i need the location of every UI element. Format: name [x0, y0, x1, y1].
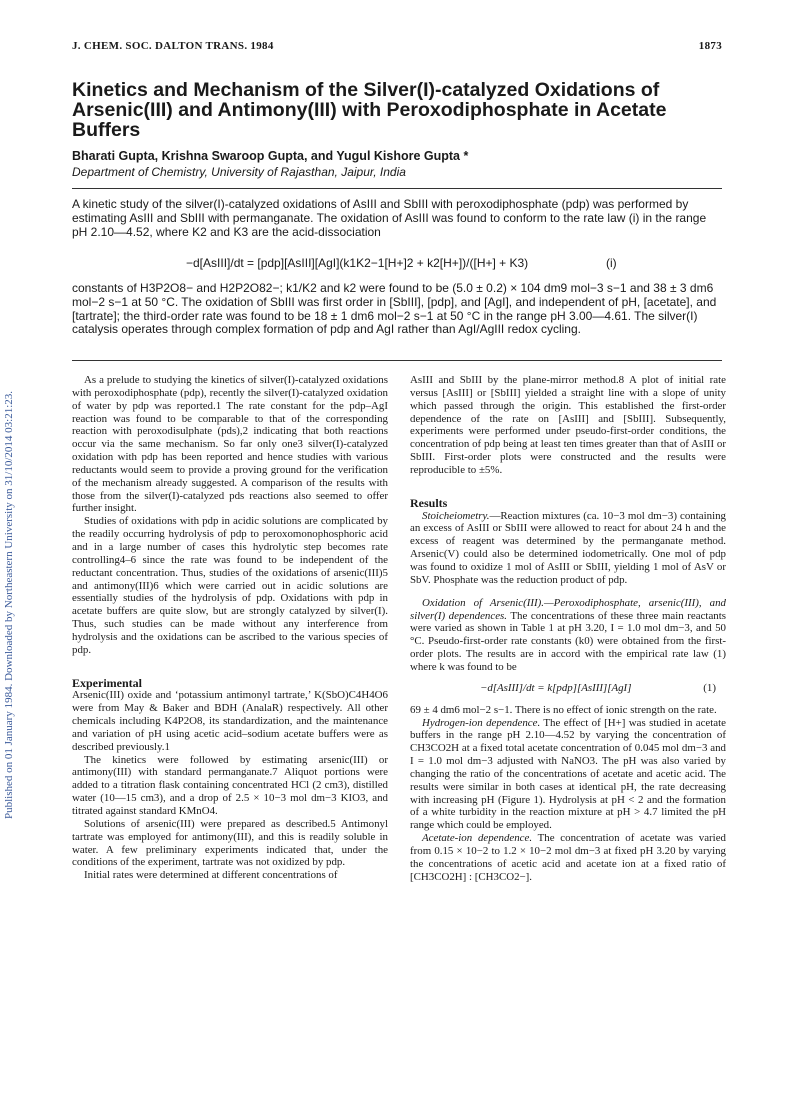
journal-header: J. CHEM. SOC. DALTON TRANS. 1984	[72, 40, 274, 52]
results-heading: Results	[410, 495, 448, 510]
right-column	[410, 374, 726, 884]
stoicheiometry-body: —Reaction mixtures (ca. 10−3 mol dm−3) containing an excess of AsIII or SbIII were allowed to react for about 24 h and the excess of reagent was determined by the permanganate method. Arsenic(V) could also be determined iodometrically. One mol of pdp was found to oxidize 1 mol of AsIII or SbIII, yielding 1 mol of AsV or SbV. Phosphate was the reduction product of pdp.	[410, 509, 726, 586]
rate-law-equation-number: (1)	[703, 681, 716, 694]
experimental-paragraph-4: Initial rates were determined at different concentrations of	[84, 869, 338, 882]
abstract-part-2: constants of H3P2O8− and H2P2O82−; k1/K2 and k2 were found to be (5.0 ± 0.2) × 104 dm9 mol−3 s−1 and 38 ± 3 dm6 mol−2 s−1 at 50 °C. The oxidation of SbIII was first order in [SbIII], [pdp], and [AgI], and independent of pH, [acetate], and [tartrate]; the third-order rate was found to be 18 ± 1 dm6 mol−2 s−1 at 50 °C in the range pH 3.00—4.61. The silver(I) catalysis operates through complex formation of pdp and AgI rather than AgI/AgIII redox cycling.	[72, 281, 717, 337]
stoicheiometry-paragraph	[410, 510, 726, 587]
article-title: Kinetics and Mechanism of the Silver(I)-catalyzed Oxidations of Arsenic(III) and Antimony(III) with Peroxodiphosphate in Acetate Buffers	[72, 79, 667, 141]
abstract-equation-number: (i)	[606, 256, 617, 270]
experimental-paragraph-1: Arsenic(III) oxide and ‘potassium antimonyl tartrate,’ K(SbO)C4H4O6 were from May & Baker and BDH (AnalaR) respectively. All other chemicals including K4P2O8, its standardization, and the maintenance and variation of pH using acetic acid–sodium acetate buffers were as described previously.1	[72, 689, 388, 753]
experimental-paragraph-2: The kinetics were followed by estimating arsenic(III) or antimony(III) with standard permanganate.7 Aliquot portions were added to a titration flask containing concentrated HCl (2 cm3), distilled water (10—15 cm3), and a drop of 2.5 × 10−3 mol dm−3 KIO3, and titrated against standard KMnO4.	[72, 753, 388, 817]
abstract-bottom-rule	[72, 360, 722, 361]
method-continuation: AsIII and SbIII by the plane-mirror method.8 A plot of initial rate versus [AsIII] or [SbIII] yielded a straight line with a slope of unity which passed through the origin. This established the first-order dependence of the rate on [AsIII] and [SbIII]. Subsequently, experiments were performed under pseudo-first-order conditions, the concentration of pdp being at least ten times greater than that of AsIII or SbIII. First-order plots were constructed and the results were reproducible to ±5%.	[410, 374, 726, 476]
acetate-ion-title: Acetate-ion dependence.	[422, 832, 533, 845]
experimental-heading: Experimental	[72, 675, 142, 690]
oxidation-body: The concentrations of these three main reactants were varied as shown in Table 1 at pH 3.20, I = 1.0 mol dm−3, and 50 °C. Pseudo-first-order rate constants (k0) were obtained from the first-order plots. The results are in accord with the empirical rate law (1) where k was found to be	[410, 609, 726, 673]
experimental-paragraph-3: Solutions of arsenic(III) were prepared as described.5 Antimonyl tartrate was employed for antimony(III), and this is readily soluble in water. A few preliminary experiments indicated that, under the conditions of the experiment, tartrate was not oxidized by pdp.	[72, 817, 388, 869]
oxidation-title: Oxidation of Arsenic(III).—Peroxodiphosphate, arsenic(III), and silver(I) dependences.	[410, 596, 726, 622]
rate-law-equation-row	[410, 674, 726, 704]
article-affiliation: Department of Chemistry, University of Rajasthan, Jaipur, India	[72, 165, 406, 179]
stoicheiometry-title: Stoicheiometry.	[422, 509, 490, 522]
rate-law-equation: −d[AsIII]/dt = k[pdp][AsIII][AgI]	[480, 681, 632, 694]
provenance-text: Published on 01 January 1984. Downloaded by Northeastern University on 31/10/2014 03:21:23.	[3, 390, 15, 820]
intro-paragraph-1: As a prelude to studying the kinetics of silver(I)-catalyzed oxidations with peroxodiphosphate (pdp), recently the silver(I)-catalyzed oxidation of water by pdp was reported.1 The rate constant for the pdp–AgI reaction was found to be comparable to that of the corresponding reaction with peroxodisulphate (pds),2 indicating that both reactions occur via the same mechanism. So far only one3 silver(I)-catalyzed oxidation with pdp has been reported and hence studies with various reductants would seem to provide a proving ground for the verification of the mechanism already suggested. A comparison of the results with those from the silver(I)-catalyzed pds reactions also seemed to offer further insight.	[72, 374, 388, 515]
acetate-ion-paragraph	[410, 832, 726, 883]
acetate-ion-body: The concentration of acetate was varied from 0.15 × 10−2 to 1.2 × 10−2 mol dm−3 at fixed pH 3.20 by varying the concentrations of acetic acid and acetate ion at a fixed ratio of [CH3CO2H] : [CH3CO2−].	[410, 832, 726, 883]
left-column	[72, 374, 388, 882]
hydrogen-ion-title: Hydrogen-ion dependence.	[422, 716, 541, 729]
page-number: 1873	[698, 40, 722, 52]
article-authors: Bharati Gupta, Krishna Swaroop Gupta, and Yugul Kishore Gupta *	[72, 149, 469, 163]
provenance-sidebar	[3, 240, 15, 970]
abstract-top-rule	[72, 188, 722, 189]
hydrogen-ion-body: The effect of [H+] was studied in acetate buffers in the range pH 2.10—4.52 by varying the concentration of CH3CO2H at a fixed total acetate concentration of 0.045 mol dm−3 and I = 1.0 mol dm−3 adjusted with NaNO3. The pH was also varied by changing the ratio of the concentrations of acetate and acetic acid. The results were similar in both cases at identical pH, the rate decreasing with increasing pH (Figure 1). Hydrolysis at pH < 2 and the formation of a white turbidity in the reaction mixture at pH > 4.7 limited the pH range which could be employed.	[410, 716, 726, 832]
hydrogen-ion-paragraph	[410, 717, 726, 833]
abstract-rate-equation: −d[AsIII]/dt = [pdp][AsIII][AgI](k1K2−1[H+]2 + k2[H+])/([H+] + K3)	[186, 256, 529, 270]
intro-paragraph-2: Studies of oxidations with pdp in acidic solutions are complicated by the readily occurring hydrolysis of pdp to peroxomonophosphoric acid and in a large number of cases this hydrolytic step becomes rate controlling4–6 since the rate was found to be independent of the reductant concentration. Thus, studies of the oxidations of arsenic(III)5 and antimony(III)6 which were carried out in acidic solutions are essentially studies of the hydrolysis of pdp. Oxidations with pdp in acetate buffers are quite slow, but are strongly catalyzed by silver(I). Thus, such studies can be made without any interference from hydrolysis and the oxidations can be ascribed to the various species of pdp.	[72, 515, 388, 656]
abstract-part-1: A kinetic study of the silver(I)-catalyzed oxidations of AsIII and SbIII with peroxodiphosphate (pdp) was performed by estimating AsIII and SbIII with permanganate. The oxidation of AsIII was found to conform to the rate law (i) in the range pH 2.10—4.52, where K2 and K3 are the acid-dissociation	[72, 197, 707, 239]
oxidation-paragraph	[410, 597, 726, 674]
rate-constant-paragraph: 69 ± 4 dm6 mol−2 s−1. There is no effect of ionic strength on the rate.	[410, 703, 717, 716]
